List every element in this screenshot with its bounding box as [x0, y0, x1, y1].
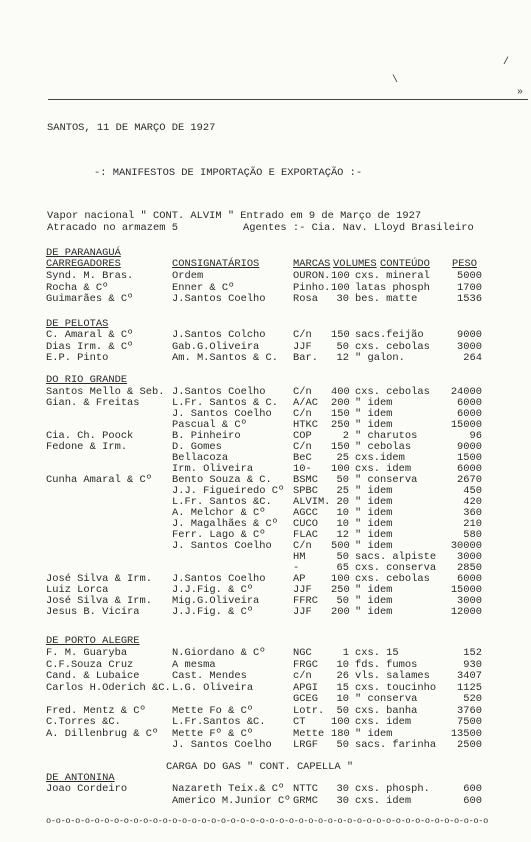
origin-porto-alegre: DE PORTO ALEGRE — [46, 635, 140, 647]
row-volume: 12 — [336, 529, 349, 541]
row-volume: 500 — [331, 540, 350, 552]
row-consignee: Bento Souza & C. — [172, 474, 272, 486]
row-weight: 2500 — [457, 739, 482, 751]
manifest-row — [0, 683, 531, 694]
row-volume: 30 — [336, 293, 349, 305]
row-consignor: José Silva & Irm. — [46, 595, 153, 607]
row-weight: 13500 — [450, 727, 482, 740]
row-mark: COP — [293, 430, 312, 442]
row-weight: 6000 — [457, 573, 482, 585]
origin-paranagua: DE PARANAGUÁ — [46, 247, 121, 259]
row-contents: " idem — [355, 540, 393, 552]
origin-rio-grande: DO RIO GRANDE — [46, 374, 128, 386]
row-consignor: Cunha Amaral & Cº — [46, 474, 153, 486]
row-consignee: Pascual & Cº — [172, 419, 247, 431]
row-contents: " idem — [355, 529, 393, 541]
row-volume: 10 — [336, 693, 349, 705]
row-consignee: J. Santos Coelho — [172, 408, 272, 420]
row-mark: NGC — [293, 647, 312, 659]
row-contents: cxs. conserva — [355, 562, 437, 574]
origin-antonina: DE ANTONINA — [46, 772, 115, 784]
row-weight: 600 — [463, 783, 482, 795]
manifest-row — [0, 453, 531, 464]
row-consignor: Fedone & Irm. — [46, 441, 128, 453]
row-contents: cxs. idem — [355, 794, 412, 807]
row-mark: CT — [293, 716, 306, 728]
row-volume: 20 — [336, 496, 349, 508]
row-contents: " idem — [355, 496, 393, 508]
row-weight: 12000 — [450, 606, 482, 618]
col-contents: CONTEÚDO — [380, 258, 430, 270]
row-volume: 50 — [336, 474, 349, 486]
row-consignor: C.F.Souza Cruz — [46, 658, 134, 671]
row-consignee: Mette Fº & Cº — [172, 727, 254, 740]
row-weight: 30000 — [450, 540, 482, 552]
manifest-row — [0, 706, 531, 717]
row-mark: JJF — [293, 340, 312, 353]
row-mark: JJF — [293, 584, 312, 596]
row-consignee: Ferr. Lago & Cº — [172, 529, 266, 541]
row-volume: 30 — [336, 783, 349, 795]
row-consignee: J.Santos Colcho — [172, 329, 266, 341]
row-contents: cxs. cebolas — [355, 386, 430, 398]
row-contents: cxs. mineral — [355, 270, 430, 282]
row-contents: " idem — [355, 419, 393, 431]
row-volume: 100 — [331, 463, 350, 475]
row-mark: GCEG — [293, 693, 318, 705]
row-consignor: C.Torres &C. — [46, 716, 121, 728]
vessel-line: Vapor nacional " CONT. ALVIM " Entrado em 9 de Março de 1927 — [47, 210, 422, 222]
row-contents: cxs. 15 — [355, 647, 399, 659]
manifest-row — [0, 729, 531, 740]
row-mark: LRGF — [293, 739, 318, 751]
row-consignee: L.Fr.Santos &C. — [172, 716, 266, 728]
row-mark: CUCO — [293, 518, 318, 530]
row-consignee: J.Santos Coelho — [172, 293, 266, 305]
row-consignor: Guimarães & Cº — [46, 293, 134, 305]
row-consignee: J.Santos Coelho — [172, 573, 266, 585]
row-weight: 210 — [463, 518, 482, 530]
row-weight: 450 — [463, 485, 482, 497]
row-weight: 1500 — [457, 452, 482, 464]
row-weight: 580 — [463, 529, 482, 541]
row-consignor: Carlos H.Oderich &C. — [46, 681, 171, 694]
col-consignees: CONSIGNATÁRIOS — [172, 258, 260, 270]
row-consignee: Americo M.Junior Cº — [172, 794, 291, 807]
row-contents: fds. fumos — [355, 658, 418, 671]
scan-speck-2: \ — [392, 75, 399, 86]
row-consignee: J. Magalhães & Cº — [172, 518, 279, 530]
row-volume: 50 — [336, 739, 349, 751]
cargo-heading: CARGA DO GAS " CONT. CAPELLA " — [166, 761, 354, 773]
row-weight: 15000 — [450, 584, 482, 596]
row-volume: 200 — [331, 397, 350, 409]
row-consignee: Gab.G.Oliveira — [172, 340, 260, 353]
row-contents: " idem — [355, 397, 393, 409]
row-mark: FFRC — [293, 595, 318, 607]
row-contents: cxs. banha — [355, 704, 418, 717]
col-consignors: CARREGADORES — [46, 258, 121, 270]
row-weight: 6000 — [457, 397, 482, 409]
row-contents: " idem — [355, 408, 393, 420]
row-contents: sacs. farinha — [355, 739, 437, 751]
row-contents: latas phosph — [355, 281, 430, 294]
row-mark: C/n — [293, 441, 312, 453]
row-consignee: Cast. Mendes — [172, 670, 247, 682]
manifest-row — [0, 442, 531, 453]
row-contents: " idem — [355, 518, 393, 530]
row-mark: Pinho. — [293, 281, 331, 294]
row-consignee: J.J.Fig. & Cº — [172, 606, 254, 618]
manifest-row — [0, 648, 531, 659]
row-mark: FRGC — [293, 658, 318, 671]
row-volume: 26 — [336, 670, 349, 682]
row-consignee: J.J. Figueiredo Cº — [172, 485, 285, 497]
row-consignee: Enner & Cº — [172, 281, 235, 294]
manifest-row — [0, 784, 531, 795]
row-weight: 3760 — [457, 704, 482, 717]
row-consignee: J.Santos Coelho — [172, 386, 266, 398]
row-mark: HTKC — [293, 419, 318, 431]
row-volume: 30 — [336, 794, 349, 807]
row-mark: GRMC — [293, 794, 318, 807]
row-weight: 7500 — [457, 716, 482, 728]
row-weight: 6000 — [457, 408, 482, 420]
row-weight: 264 — [463, 352, 482, 364]
row-volume: 10 — [336, 518, 349, 530]
row-mark: Rosa — [293, 293, 318, 305]
row-weight: 520 — [463, 693, 482, 705]
row-mark: SPBC — [293, 485, 318, 497]
footer-rule: o-o-o-o-o-o-o-o-o-o-o-o-o-o-o-o-o-o-o-o-o-o-o-o-o-o-o-o-o-o-o-o-o-o-o-o-o-o-o-o-o-o-o-o-o-o — [46, 816, 488, 826]
row-mark: NTTC — [293, 783, 318, 795]
row-consignee: Mig.G.Oliveira — [172, 595, 260, 607]
row-consignor: Jesus B. Vicira — [46, 606, 140, 618]
row-volume: 50 — [336, 340, 349, 353]
agents-line: Agentes :- Cia. Nav. Lloyd Brasileiro — [243, 222, 474, 234]
manifest-row — [0, 541, 531, 552]
row-mark: c/n — [293, 670, 312, 682]
row-mark: C/n — [293, 329, 312, 341]
row-contents: " galon. — [355, 352, 405, 364]
row-consignor: Dias Irm. & Cº — [46, 340, 134, 353]
row-mark: C/n — [293, 386, 312, 398]
row-weight: 1125 — [457, 681, 482, 694]
row-contents: " idem — [355, 595, 393, 607]
row-contents: cxs. cebolas — [355, 340, 430, 353]
row-mark: HM — [293, 551, 306, 563]
row-weight: 1536 — [457, 293, 482, 305]
date-line: SANTOS, 11 DE MARÇO DE 1927 — [47, 122, 216, 134]
row-volume: 200 — [331, 606, 350, 618]
row-weight: 360 — [463, 507, 482, 519]
row-volume: 15 — [336, 681, 349, 694]
row-mark: Lotr. — [293, 704, 325, 717]
manifest-row — [0, 552, 531, 563]
manifest-row — [0, 342, 531, 353]
row-volume: 12 — [336, 352, 349, 364]
row-volume: 150 — [331, 408, 350, 420]
row-weight: 1700 — [457, 281, 482, 294]
row-mark: BSMC — [293, 474, 318, 486]
row-consignee: A mesma — [172, 658, 216, 671]
row-consignor: Cand. & Lubaice — [46, 670, 140, 682]
manifest-row — [0, 353, 531, 364]
manifest-row — [0, 660, 531, 671]
row-weight: 24000 — [450, 386, 482, 398]
row-mark: APGI — [293, 681, 318, 694]
row-weight: 2850 — [457, 562, 482, 574]
row-volume: 100 — [331, 573, 350, 585]
row-consignee: J.J.Fig. & Cº — [172, 584, 254, 596]
row-volume: 50 — [336, 551, 349, 563]
row-volume: 50 — [336, 704, 349, 717]
row-volume: 65 — [336, 562, 349, 574]
manifest-row — [0, 740, 531, 751]
row-consignee: Ordem — [172, 270, 204, 282]
col-marks: MARCAS — [293, 258, 331, 270]
row-weight: 9000 — [457, 441, 482, 453]
row-volume: 400 — [331, 386, 350, 398]
row-weight: 6000 — [457, 463, 482, 475]
row-consignor: F. M. Guaryba — [46, 647, 128, 659]
row-volume: 250 — [331, 419, 350, 431]
row-mark: OURON. — [293, 270, 331, 282]
row-volume: 25 — [336, 452, 349, 464]
row-contents: cxs. cebolas — [355, 573, 430, 585]
row-mark: 10- — [293, 463, 312, 475]
row-contents: vls. salames — [355, 670, 430, 682]
scan-speck-1: / — [503, 57, 510, 68]
row-weight: 3000 — [457, 340, 482, 353]
manifest-row — [0, 294, 531, 305]
row-weight: 9000 — [457, 329, 482, 341]
row-consignee: J. Santos Coelho — [172, 540, 272, 552]
row-consignor: Santos Mello & Seb. — [46, 386, 165, 398]
row-consignee: Nazareth Teix.& Cº — [172, 783, 285, 795]
row-consignee: J. Santos Coelho — [172, 739, 272, 751]
row-weight: 5000 — [457, 270, 482, 282]
row-contents: " idem — [355, 727, 393, 740]
section-title: -: MANIFESTOS DE IMPORTAÇÃO E EXPORTAÇÃO :- — [94, 167, 363, 179]
row-weight: 2670 — [457, 474, 482, 486]
row-consignee: Bellacoza — [172, 452, 229, 464]
row-consignee: Irm. Oliveira — [172, 463, 254, 475]
row-contents: cxs. idem — [355, 716, 412, 728]
row-volume: 25 — [336, 485, 349, 497]
row-weight: 3000 — [457, 551, 482, 563]
row-weight: 96 — [469, 430, 482, 442]
row-consignee: Am. M.Santos & C. — [172, 352, 279, 364]
row-contents: cxs. idem — [355, 463, 412, 475]
row-mark: FLAC — [293, 529, 318, 541]
row-consignor: Cia. Ch. Poock — [46, 430, 134, 442]
row-consignee: N.Giordano & Cº — [172, 647, 266, 659]
row-contents: " idem — [355, 507, 393, 519]
berth-line: Atracado no armazem 5 — [47, 222, 178, 234]
row-consignor: A. Dillenbrug & Cº — [46, 727, 159, 740]
row-consignor: Rocha & Cº — [46, 281, 109, 294]
row-weight: 600 — [463, 794, 482, 807]
row-mark: AP — [293, 573, 306, 585]
row-contents: sacs. alpiste — [355, 551, 437, 563]
manifest-row — [0, 283, 531, 294]
row-consignee: B. Pinheiro — [172, 430, 241, 442]
row-contents: " charutos — [355, 430, 418, 442]
row-volume: 10 — [336, 658, 349, 671]
row-volume: 250 — [331, 584, 350, 596]
row-mark: - — [293, 562, 300, 574]
row-consignor: Joao Cordeiro — [46, 783, 128, 795]
row-weight: 3407 — [457, 670, 482, 682]
row-mark: C/n — [293, 408, 312, 420]
row-contents: " conserva — [355, 474, 418, 486]
row-weight: 420 — [463, 496, 482, 508]
manifest-row — [0, 717, 531, 728]
row-consignor: José Silva & Irm. — [46, 573, 153, 585]
row-consignee: L.Fr. Santos & C. — [172, 397, 279, 409]
row-volume: 150 — [331, 329, 350, 341]
row-mark: A/AC — [293, 397, 318, 409]
row-contents: " cebolas — [355, 441, 412, 453]
top-rule — [48, 99, 528, 100]
manifest-row — [0, 607, 531, 618]
row-consignee: L.G. Oliveira — [172, 681, 254, 694]
row-consignee: A. Melchor & Cº — [172, 507, 266, 519]
manifest-row — [0, 694, 531, 705]
manifest-row — [0, 671, 531, 682]
row-volume: 100 — [331, 281, 350, 294]
row-consignee: L.Fr. Santos &C. — [172, 496, 272, 508]
row-contents: cxs. toucinho — [355, 681, 437, 694]
col-weight: PESO — [452, 258, 477, 270]
row-mark: C/n — [293, 540, 312, 552]
row-contents: " idem — [355, 606, 393, 618]
row-consignee: Mette Fo & Cº — [172, 704, 254, 717]
row-volume: 150 — [331, 441, 350, 453]
row-volume: 100 — [331, 270, 350, 282]
row-mark: JJF — [293, 606, 312, 618]
row-volume: 50 — [336, 595, 349, 607]
row-volume: 180 — [331, 727, 350, 740]
manifest-row — [0, 796, 531, 807]
row-contents: cxs. phosph. — [355, 783, 430, 795]
row-volume: 100 — [331, 716, 350, 728]
row-consignor: Fred. Mentz & Cº — [46, 704, 146, 717]
row-contents: bes. matte — [355, 293, 418, 305]
col-volumes: VOLUMES — [333, 258, 377, 270]
row-volume: 10 — [336, 507, 349, 519]
row-consignor: Synd. M. Bras. — [46, 270, 134, 282]
row-mark: Mette — [293, 727, 325, 740]
origin-pelotas: DE PELOTAS — [46, 318, 109, 330]
row-contents: " conserva — [355, 693, 418, 705]
row-mark: Bar. — [293, 352, 318, 364]
row-weight: 930 — [463, 658, 482, 671]
row-volume: 2 — [342, 430, 349, 442]
manifest-row — [0, 330, 531, 341]
row-weight: 15000 — [450, 419, 482, 431]
row-mark: AGCC — [293, 507, 318, 519]
row-consignor: Luiz Lorca — [46, 584, 109, 596]
row-mark: ALVIM. — [293, 496, 331, 508]
row-mark: BeC — [293, 452, 312, 464]
row-consignor: C. Amaral & Cº — [46, 329, 134, 341]
row-consignor: Gian. & Freitas — [46, 397, 140, 409]
row-contents: sacs.feijão — [355, 329, 424, 341]
row-consignor: E.P. Pinto — [46, 352, 109, 364]
row-contents: " idem — [355, 584, 393, 596]
row-contents: " idem — [355, 485, 393, 497]
row-volume: 1 — [342, 647, 349, 659]
scan-speck-3: » — [517, 87, 524, 98]
row-weight: 152 — [463, 647, 482, 659]
row-contents: cxs.idem — [355, 452, 405, 464]
manifest-row — [0, 271, 531, 282]
row-consignee: D. Gomes — [172, 441, 222, 453]
row-weight: 3000 — [457, 595, 482, 607]
